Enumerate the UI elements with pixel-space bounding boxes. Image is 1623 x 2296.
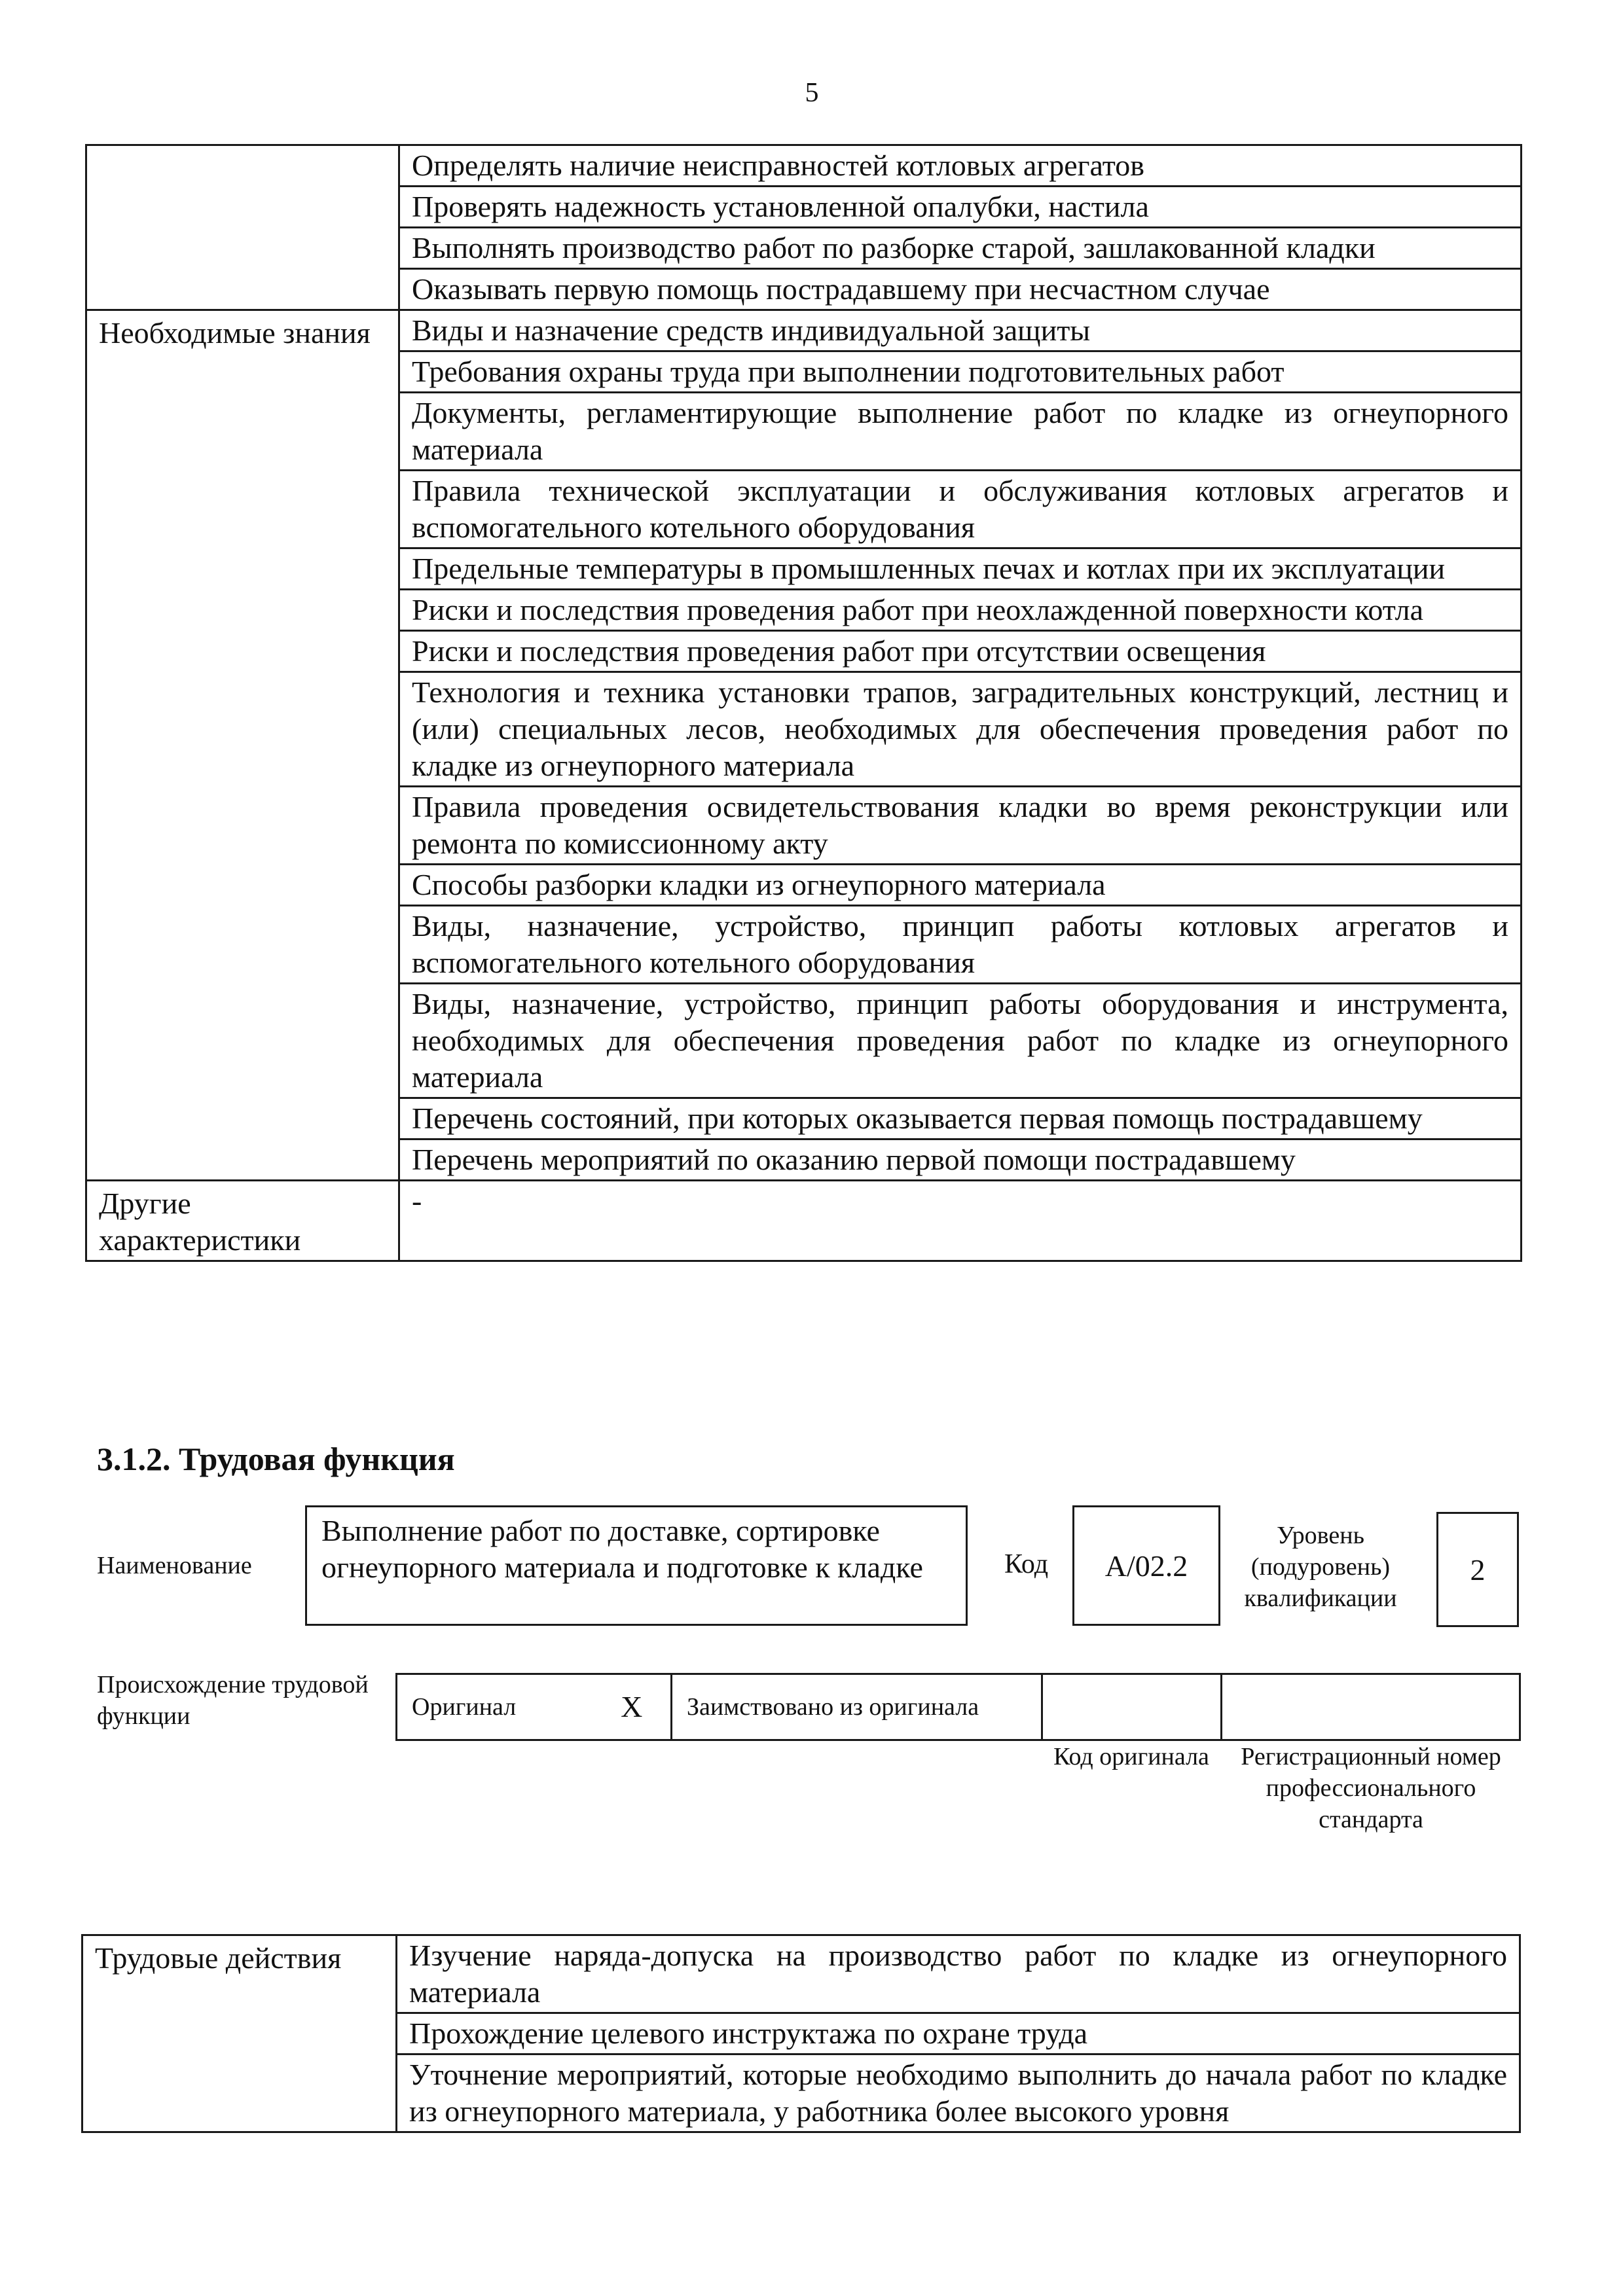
skill-item: Проверять надежность установленной опалубки, настила bbox=[399, 187, 1522, 228]
knowledge-item: Виды, назначение, устройство, принцип работы котловых агрегатов и вспомогательного котельного оборудования bbox=[399, 906, 1522, 984]
knowledge-item: Виды и назначение средств индивидуальной защиты bbox=[399, 310, 1522, 351]
original-code-cell bbox=[1042, 1674, 1222, 1740]
skill-item: Определять наличие неисправностей котловых агрегатов bbox=[399, 145, 1522, 187]
other-value: - bbox=[399, 1181, 1522, 1261]
action-item: Прохождение целевого инструктажа по охране труда bbox=[397, 2013, 1520, 2054]
original-mark: X bbox=[593, 1674, 672, 1740]
knowledge-item: Правила проведения освидетельствования кладки во время реконструкции или ремонта по комиссионному акту bbox=[399, 787, 1522, 865]
knowledge-item: Предельные температуры в промышленных печах и котлах при их эксплуатации bbox=[399, 548, 1522, 590]
table-row bbox=[82, 1935, 1520, 2013]
function-code-box: А/02.2 bbox=[1072, 1505, 1220, 1626]
labor-actions-table bbox=[81, 1934, 1521, 2133]
knowledge-item: Способы разборки кладки из огнеупорного материала bbox=[399, 865, 1522, 906]
page-number: 5 bbox=[805, 78, 819, 108]
origin-label: Происхождение трудовой функции bbox=[97, 1671, 369, 1730]
origin-table bbox=[395, 1673, 1521, 1741]
function-level-box: 2 bbox=[1436, 1512, 1519, 1627]
borrowed-label: Заимствовано из оригинала bbox=[672, 1674, 1042, 1740]
skill-item: Оказывать первую помощь пострадавшему при несчастном случае bbox=[399, 269, 1522, 310]
other-label: Другие характеристики bbox=[86, 1181, 399, 1261]
action-item: Уточнение мероприятий, которые необходимо выполнить до начала работ по кладке из огнеупорного материала, у работника более высокого уровня bbox=[397, 2054, 1520, 2132]
level-label: Уровень (подуровень) квалификации bbox=[1244, 1522, 1397, 1612]
registration-caption: Регистрационный номер профессионального стандарта bbox=[1241, 1743, 1501, 1833]
knowledge-table bbox=[85, 144, 1522, 1262]
table-row bbox=[86, 1181, 1522, 1261]
knowledge-label: Необходимые знания bbox=[86, 310, 399, 1181]
knowledge-item: Требования охраны труда при выполнении подготовительных работ bbox=[399, 351, 1522, 393]
action-item: Изучение наряда-допуска на производство работ по кладке из огнеупорного материала bbox=[397, 1935, 1520, 2013]
knowledge-item: Риски и последствия проведения работ при неохлажденной поверхности котла bbox=[399, 590, 1522, 631]
knowledge-item: Риски и последствия проведения работ при отсутствии освещения bbox=[399, 631, 1522, 672]
knowledge-item: Перечень состояний, при которых оказывается первая помощь пострадавшему bbox=[399, 1098, 1522, 1139]
table-row bbox=[86, 145, 1522, 187]
knowledge-item: Перечень мероприятий по оказанию первой помощи пострадавшему bbox=[399, 1139, 1522, 1181]
code-caption: Код оригинала bbox=[1053, 1743, 1209, 1770]
knowledge-item: Виды, назначение, устройство, принцип работы оборудования и инструмента, необходимых для обеспечения проведения работ по кладке из огнеупорного материала bbox=[399, 984, 1522, 1098]
knowledge-item: Документы, регламентирующие выполнение работ по кладке из огнеупорного материала bbox=[399, 393, 1522, 471]
function-name-box: Выполнение работ по доставке, сортировке огнеупорного материала и подготовке к кладке bbox=[305, 1505, 968, 1626]
skill-item: Выполнять производство работ по разборке старой, зашлакованной кладки bbox=[399, 228, 1522, 269]
name-label: Наименование bbox=[97, 1552, 252, 1579]
skills-label-cell bbox=[86, 145, 399, 310]
knowledge-item: Технология и техника установки трапов, заградительных конструкций, лестниц и (или) специальных лесов, необходимых для обеспечения проведения работ по кладке из огнеупорного материала bbox=[399, 672, 1522, 787]
registration-number-cell bbox=[1222, 1674, 1520, 1740]
table-row bbox=[397, 1674, 1520, 1740]
actions-label: Трудовые действия bbox=[82, 1935, 397, 2132]
original-label: Оригинал bbox=[397, 1674, 593, 1740]
table-row bbox=[86, 310, 1522, 351]
section-title: 3.1.2. Трудовая функция bbox=[97, 1441, 455, 1477]
knowledge-item: Правила технической эксплуатации и обслуживания котловых агрегатов и вспомогательного котельного оборудования bbox=[399, 471, 1522, 548]
code-label: Код bbox=[1004, 1549, 1049, 1579]
